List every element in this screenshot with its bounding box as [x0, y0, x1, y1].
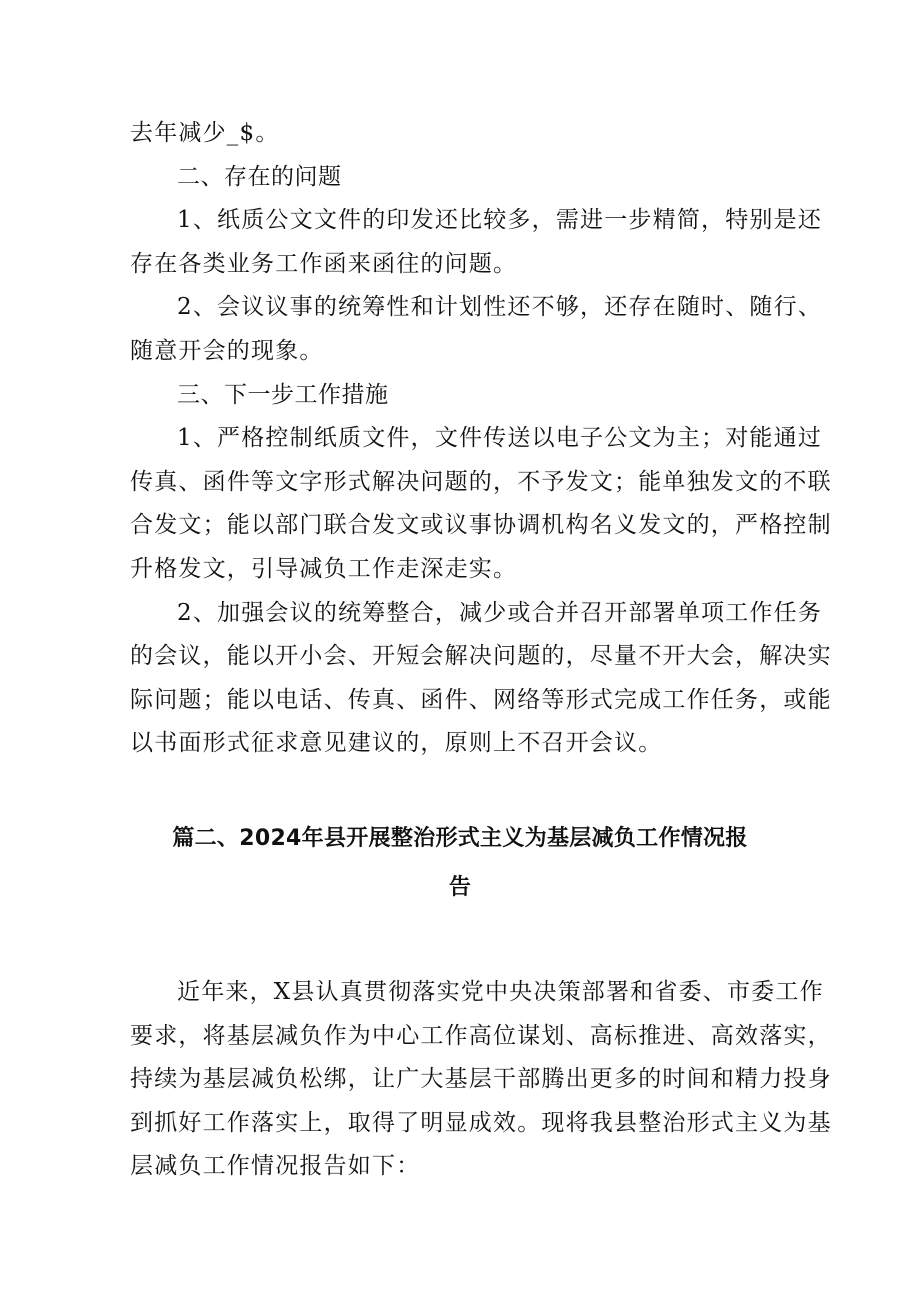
section-title-line-1: 篇二、2024年县开展整治形式主义为基层减负工作情况报: [172, 826, 748, 851]
measure-2-line-4: 以书面形式征求意见建议的，原则上不召开会议。: [130, 730, 663, 756]
heading-problems: 二、存在的问题: [177, 164, 342, 190]
heading-measures: 三、下一步工作措施: [177, 382, 389, 408]
measure-2-line-2: 的会议，能以开小会、开短会解决问题的，尽量不开大会，解决实: [130, 643, 832, 669]
intro-tail-text: 去年减少_$。: [130, 120, 280, 146]
section-title-line-2: 告: [448, 875, 472, 900]
problem-2-line-2: 随意开会的现象。: [130, 338, 324, 364]
problem-1-line-1: 1、纸质公文文件的印发还比较多，需进一步精简，特别是还: [177, 207, 823, 233]
measure-1-line-1: 1、严格控制纸质文件，文件传送以电子公文为主；对能通过: [177, 425, 823, 451]
report-para-line-4: 到抓好工作落实上，取得了明显成效。现将我县整治形式主义为基: [130, 1110, 832, 1136]
report-para-line-3: 持续为基层减负松绑，让广大基层干部腾出更多的时间和精力投身: [130, 1066, 832, 1092]
problem-1-line-2: 存在各类业务工作函来函往的问题。: [130, 251, 518, 277]
report-para-line-1: 近年来，X县认真贯彻落实党中央决策部署和省委、市委工作: [177, 979, 824, 1005]
problem-2-line-1: 2、会议议事的统筹性和计划性还不够，还存在随时、随行、: [177, 294, 823, 320]
measure-1-line-2: 传真、函件等文字形式解决问题的，不予发文；能单独发文的不联: [130, 469, 832, 495]
report-para-line-5: 层减负工作情况报告如下：: [130, 1153, 421, 1179]
measure-1-line-4: 升格发文，引导减负工作走深走实。: [130, 556, 518, 582]
report-para-line-2: 要求，将基层减负作为中心工作高位谋划、高标推进、高效落实，: [130, 1023, 832, 1049]
measure-2-line-1: 2、加强会议的统筹整合，减少或合并召开部署单项工作任务: [177, 600, 823, 626]
measure-2-line-3: 际问题；能以电话、传真、函件、网络等形式完成工作任务，或能: [130, 687, 832, 713]
measure-1-line-3: 合发文；能以部门联合发文或议事协调机构名义发文的，严格控制: [130, 512, 832, 538]
